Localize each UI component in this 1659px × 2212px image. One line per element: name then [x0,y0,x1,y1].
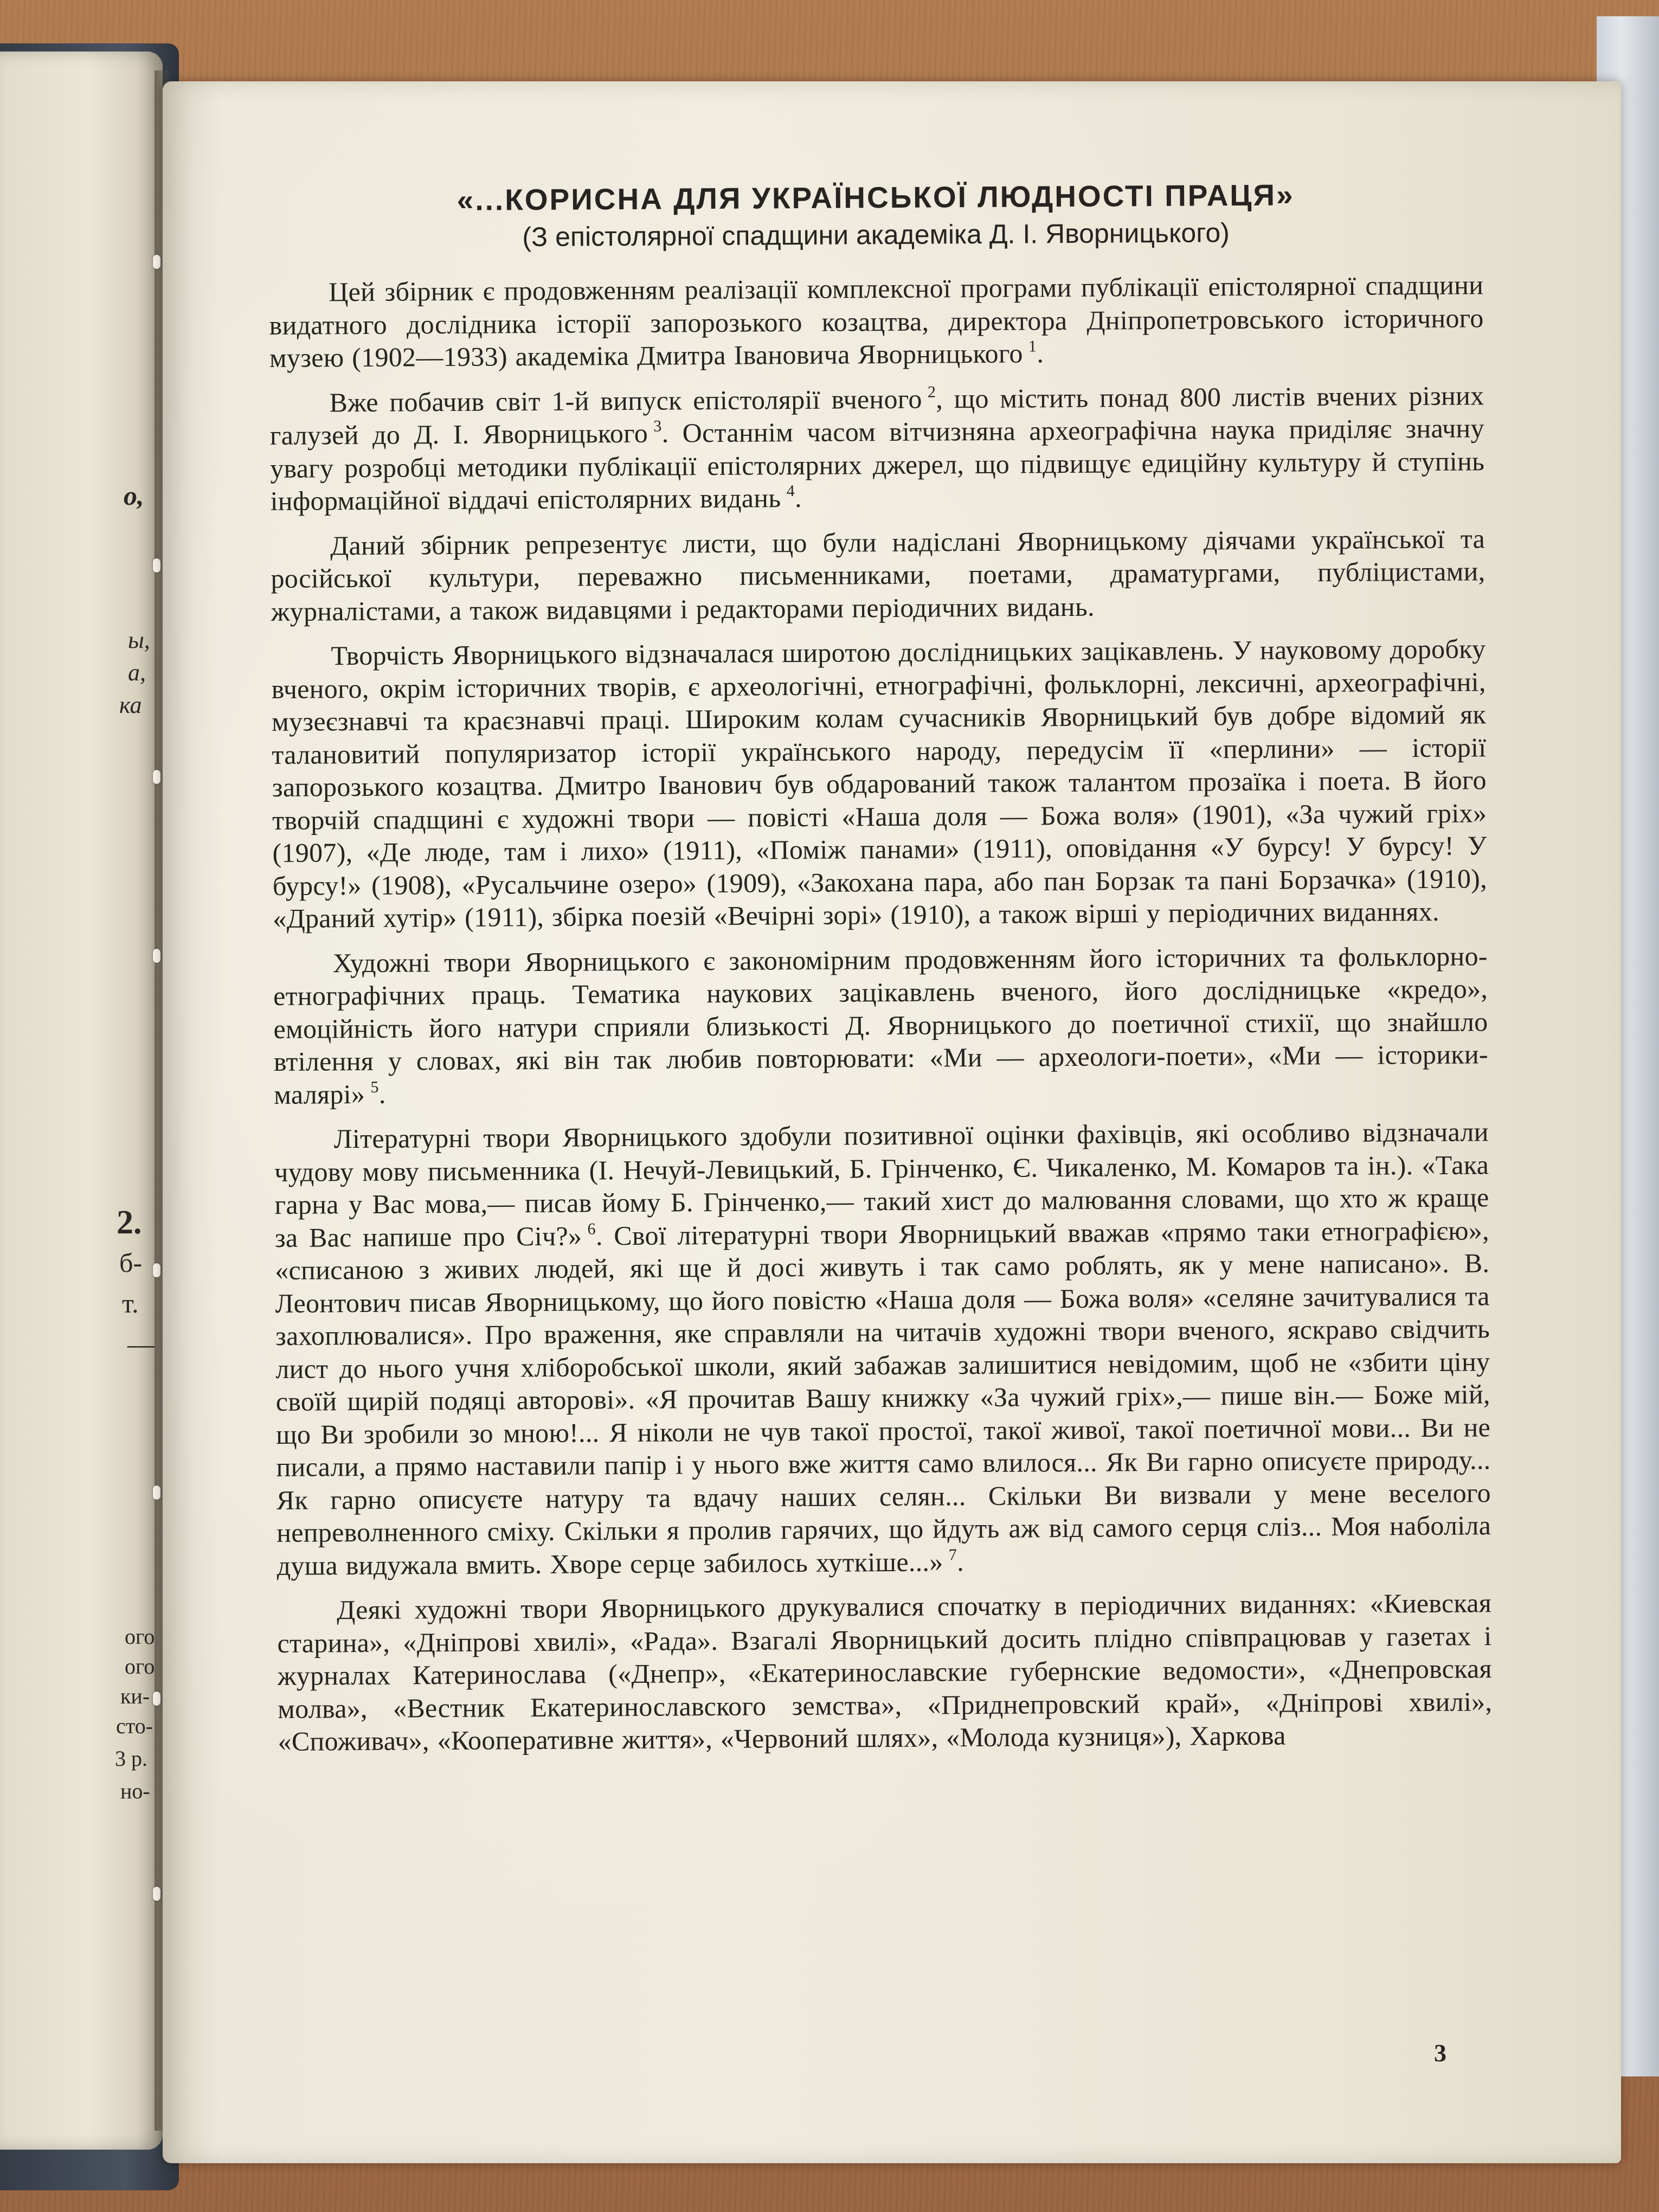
paragraph-6 [274,1115,1491,1582]
article-title: «...КОРИСНА ДЛЯ УКРАЇНСЬКОЇ ЛЮДНОСТІ ПРАЦЯ» [456,178,1295,217]
left-fragment: 3 р. [115,1746,147,1771]
paragraph-text: . Свої літературні твори Яворницький вважав «прямо таки етнографією», «списаною з живих людей, які ще й досі живуть і так само роблять, як у мене написано». В. Леонтович писав Яворницькому, що його повістю «Наша доля — Божа воля» «селяне зачитувалися та захоплювалися». Про враження, яке справляли на читачів художні твори вченого, яскраво свідчить лист до нього учня хліборобської школи, який забажав залишитися невідомим, щоб не «збити ціну своїй щирій подяці авторові». «Я прочитав Вашу книжку «За чужий гріх»,— пише він.— Боже мій, що Ви зробили зо мною!... Я ніколи не чув такої простої, такої живої, такої поетичної мови... Ви не писали, а прямо наставили папір і у нього вже життя само влилося... Як Ви гарно описуєте природу... Як гарно описуєте натуру та вдачу наших селян... Скільки Ви визвали у мене веселого непреволненного сміху. Скільки я пролив гарячих, що йдуть аж від самого серця сліз... Моя наболіла душа видужала вмить. Хворе серце забилось хуткіше...» [275,1214,1491,1581]
left-fragment: но- [120,1779,150,1803]
binding-stitch [153,1486,160,1500]
paragraph-5 [273,940,1489,1111]
paragraph-2 [269,379,1484,518]
left-fragment: 2. [117,1204,142,1241]
footnote-mark: 5 [370,1078,379,1096]
left-fragment: о, [124,480,144,511]
paragraph-text: Літературні твори Яворницького здобули позитивної оцінки фахівців, які особливо відзначали чудову мову письменника (І. Нечуй-Левицький, Б. Грінченко, Є. Чикаленко, М. Комаров та ін.). «Така гарна у Вас мова,— писав йому Б. Грінченко,— такий хист до малювання словами, що хто ж краще за Вас напише про Січ?» [274,1116,1489,1253]
paragraph-text: Художні твори Яворницького є закономірним продовженням його історичних та фольклорно-етнографічних праць. Тематика наукових зацікавлень вченого, його дослідницьке «кредо», емоційність його натури сприяли близькості Д. Яворницького до поетичної стихії, що знайшло втілення у словах, які він так любив повторювати: «Ми — археологи-поети», «Ми — історики-малярі» [273,940,1489,1110]
left-fragment: — [127,1329,155,1359]
left-fragment: а, [128,659,146,686]
binding-stitch [153,1263,160,1277]
paragraph-3 [271,522,1486,628]
paragraph-text: . [957,1546,964,1577]
paragraph-text: Цей збірник є продовженням реалізації комплексної програми публікації епістолярної спадщини видатного дослідника історії запорозького козацтва, директора Дніпропетровського історичного музею (1902—1933) академіка Дмитра Івановича Яворницького [269,269,1484,373]
left-fragment: сто- [116,1714,153,1738]
left-fragment: б- [119,1248,143,1278]
left-fragment: ка [119,692,142,718]
paragraph-text: . [794,483,802,513]
paragraph-text: , що містить понад 800 листів вчених різних галузей до Д. І. Яворницького [269,380,1484,451]
left-fragment: ы, [128,627,150,653]
paragraph-text: Вже побачив світ 1-й випуск епістолярії вченого [329,383,922,417]
binding-stitch [153,1692,160,1706]
book-page [163,81,1621,2163]
footnote-mark: 1 [1028,337,1037,356]
left-fragment: ого [125,1654,155,1679]
page-number: 3 [1434,2039,1446,2067]
paragraph-text: Даний збірник репрезентує листи, що були надіслані Яворницькому діячами української та російської культури, переважно письменниками, поетами, драматургами, публіцистами, журналістами, а також видавцями і редакторами періодичних видань. [271,523,1486,627]
paragraph-text: Творчість Яворницького відзначалася широтою дослідницьких зацікавлень. У науковому доробку вченого, окрім історичних творів, є археологічні, етнографічні, фольклорні, лексичні, археографічні, музеєзнавчі та краєзнавчі праці. Широким колам сучасників Яворницький був добре відомий як талановитий популяризатор історії українського народу, передусім її «перлини» — історії запорозького козацтва. Дмитро Іванович був обдарований також талантом прозаїка і поета. В його творчій спадщині є художні твори — повісті «Наша доля — Божа воля» (1901), «За чужий гріх» (1907), «Де люде, там і лихо» (1911), «Поміж панами» (1911), оповідання «У бурсу! У бурсу! У бурсу!» (1908), «Русальчине озеро» (1909), «Закохана пара, або пан Борзак та пані Борзачка» (1910), «Драний хутір» (1911), збірка поезій «Вечірні зорі» (1910), а також вірші у періодичних виданнях. [271,633,1488,934]
binding-stitch [153,255,160,269]
paragraph-text: Деякі художні твори Яворницького друкувалися спочатку в періодичних виданнях: «Киевская старина», «Дніпрові хвилі», «Рада». Взагалі Яворницький досить плідно співпрацював у газетах і журналах Катеринослава («Днепр», «Екатеринославские губернские ведомости», «Днепровская молва», «Вестник Екатеринославского земства», «Приднепровский край», «Дніпрові хвилі», «Споживач», «Кооперативне життя», «Червоний шлях», «Молода кузниця»), Харкова [277,1587,1493,1757]
paragraph-4 [271,632,1487,935]
article-subtitle: (З епістолярної спадщини академіка Д. І. Яворницького) [522,217,1230,253]
paragraph-text: . Останнім часом вітчизняна археографічна наука приділяє значну увагу розробці методики публікації епістолярних джерел, що підвищує едиційну культуру й ступінь інформаційної віддачі епістолярних видань [270,413,1485,516]
footnote-mark: 7 [948,1545,957,1564]
footnote-mark: 4 [786,482,795,500]
left-fragment: т. [122,1288,139,1319]
left-page [0,52,163,2150]
paragraph-1: Цей збірник є продовженням реалізації комплексної програми публікації епістолярної спадщини видатного дослідника історії запорозького козацтва, директора Дніпропетровського історичного музею (1902—1933) академіка Дмитра Івановича Яворницького $^1$. [269,269,1484,373]
footnote-mark: 3 [653,417,662,435]
binding-stitch [153,558,160,573]
page-content [268,174,1493,1770]
left-fragment: ого [125,1624,155,1649]
binding-stitch [153,770,160,784]
paragraph-text: . [378,1078,386,1109]
binding-stitch [153,949,160,963]
footnote-mark: 2 [927,382,936,401]
binding-stitch [153,1887,160,1901]
left-fragment: ки- [120,1684,150,1708]
footnote-mark: 6 [587,1219,596,1238]
paragraph-7 [277,1586,1493,1758]
